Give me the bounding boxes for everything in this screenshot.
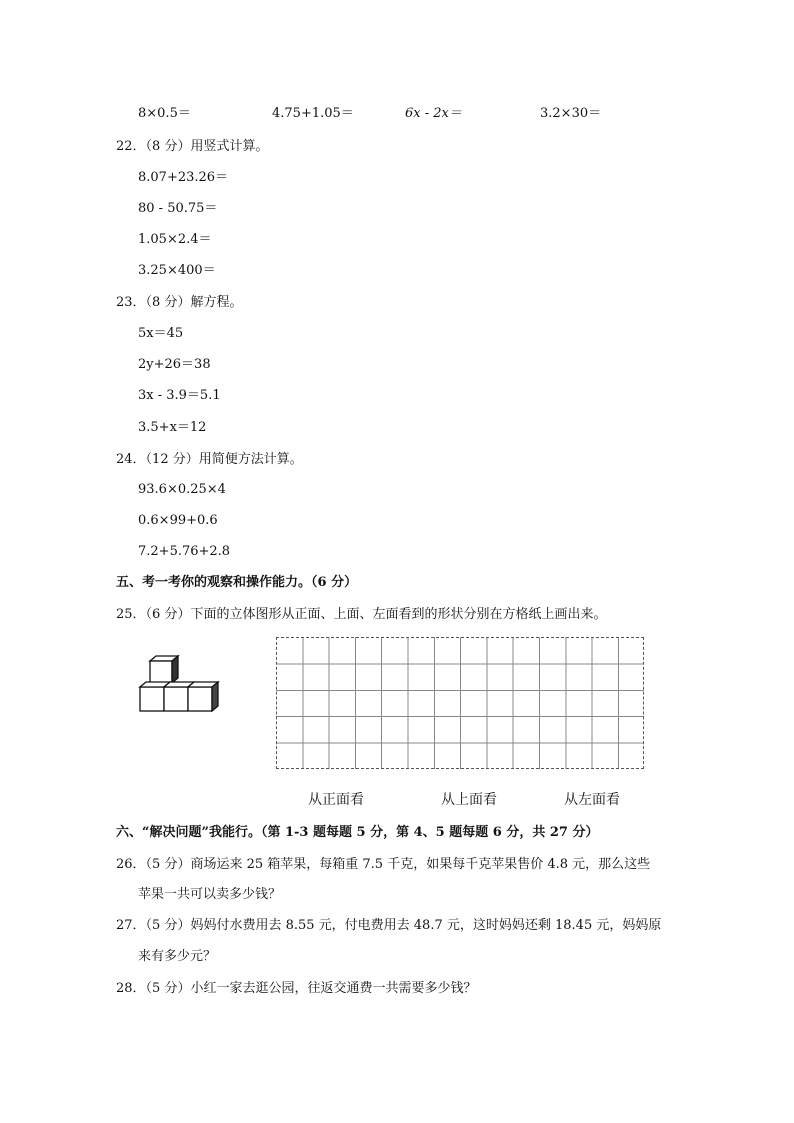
label-top-view: 从上面看 xyxy=(441,792,497,808)
section-5-heading: 五、考一考你的观察和操作能力。（6 分） xyxy=(116,575,358,590)
q22-item: 80 - 50.75＝ xyxy=(138,201,218,216)
q23-item: 3x - 3.9＝5.1 xyxy=(138,388,221,403)
q22-item: 3.25×400＝ xyxy=(138,263,216,278)
question-24-title: 24．（12 分）用简便方法计算。 xyxy=(116,452,303,467)
section-6-heading: 六、“解决问题”我能行。（第 1-3 题每题 5 分，第 4、5 题每题 6 分，共 27 分） xyxy=(116,825,599,840)
q24-item: 93.6×0.25×4 xyxy=(138,482,226,497)
expr-8x0.5: 8×0.5＝ xyxy=(138,106,191,121)
question-28-line1: 28．（5 分）小红一家去逛公园，往返交通费一共需要多少钱？ xyxy=(116,981,477,996)
question-26-line2: 苹果一共可以卖多少钱？ xyxy=(138,887,282,902)
question-25-title: 25．（6 分）下面的立体图形从正面、上面、左面看到的形状分别在方格纸上画出来。 xyxy=(116,607,607,622)
cube-solid-figure xyxy=(138,653,238,733)
q24-item: 0.6×99+0.6 xyxy=(138,513,218,528)
cube-front-face xyxy=(188,687,212,711)
q22-item: 1.05×2.4＝ xyxy=(138,232,212,247)
question-27-line1: 27．（5 分）妈妈付水费用去 8.55 元，付电费用去 48.7 元，这时妈妈还剩 18.45 元，妈妈原 xyxy=(116,918,662,933)
q24-item: 7.2+5.76+2.8 xyxy=(138,544,231,559)
q25-figure xyxy=(138,633,646,813)
q23-item: 5x＝45 xyxy=(138,326,184,341)
expr-4.75+1.05: 4.75+1.05＝ xyxy=(272,106,354,121)
expr-6x-2x: 6x - 2x＝ xyxy=(405,106,462,121)
question-23-title: 23．（8 分）解方程。 xyxy=(116,295,243,310)
q22-item: 8.07+23.26＝ xyxy=(138,170,229,185)
cube-side-face xyxy=(172,656,178,683)
cube-front-face xyxy=(164,687,188,711)
question-26-line1: 26．（5 分）商场运来 25 箱苹果，每箱重 7.5 千克，如果每千克苹果售价 4.8 元，那么这些 xyxy=(116,857,651,872)
question-22-title: 22．（8 分）用竖式计算。 xyxy=(116,139,269,154)
cube-front-face xyxy=(140,687,164,711)
label-left-view: 从左面看 xyxy=(564,792,620,808)
q23-item: 3.5+x＝12 xyxy=(138,420,207,435)
square-grid-paper xyxy=(276,637,644,769)
expr-3.2x30: 3.2×30＝ xyxy=(540,106,602,121)
cube-side-face xyxy=(212,682,218,711)
cube-front-face xyxy=(150,661,172,683)
q23-item: 2y+26＝38 xyxy=(138,357,211,372)
question-27-line2: 来有多少元？ xyxy=(138,949,217,964)
label-front-view: 从正面看 xyxy=(308,792,364,808)
